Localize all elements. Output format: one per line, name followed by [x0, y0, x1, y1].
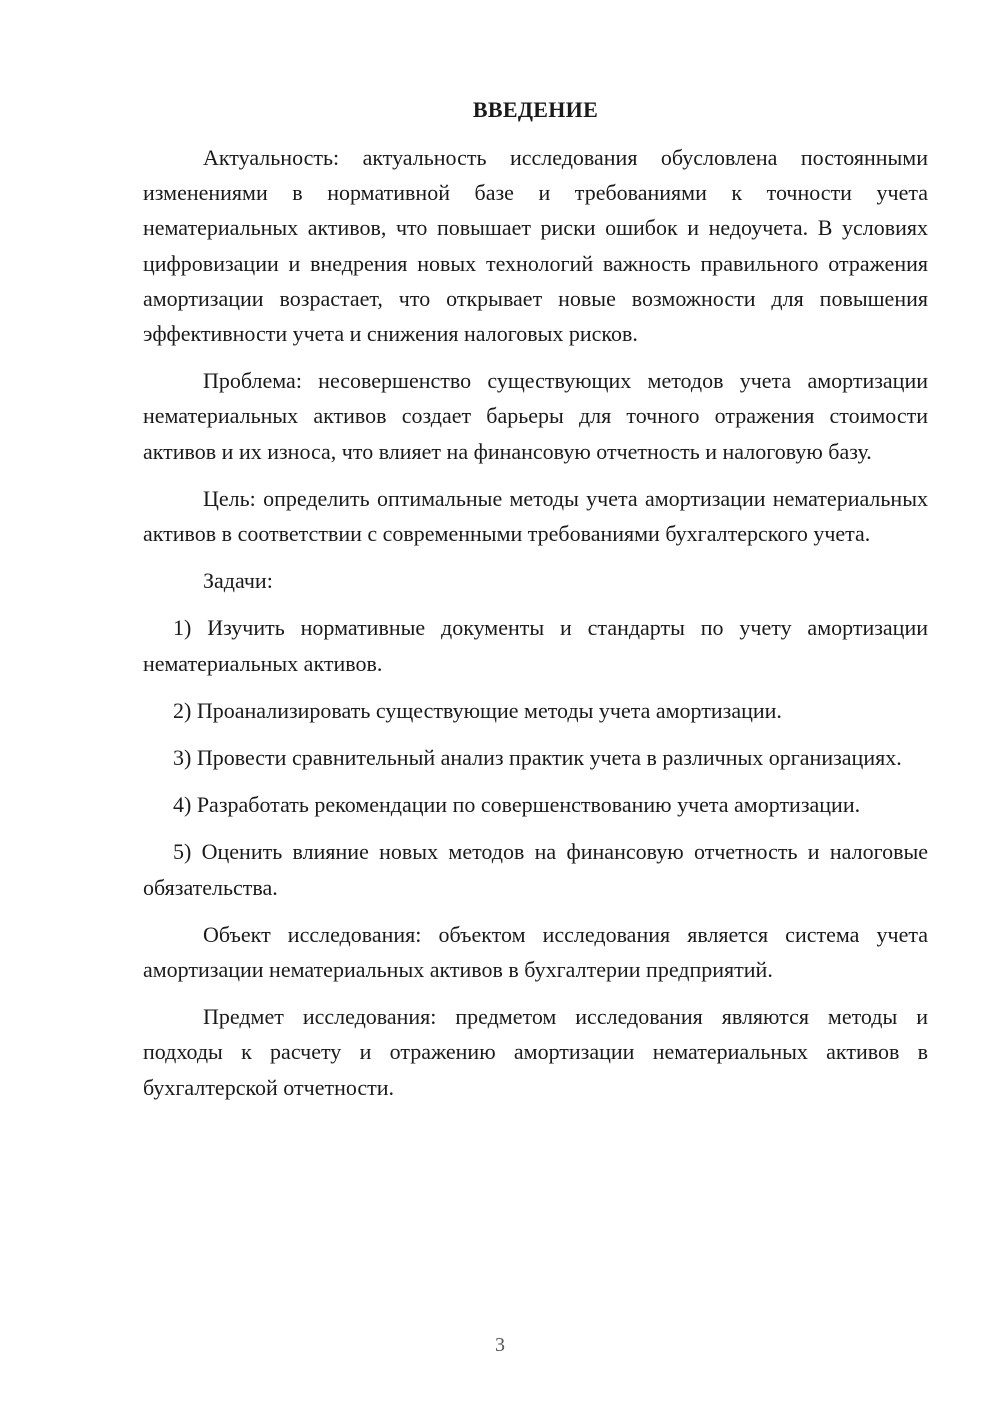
relevance-paragraph: Актуальность: актуальность исследования обусловлена постоянными изменениями в нормативной базе и требованиями к точности учета нематериальных активов, что повышает риски ошибок и недоучета. В условиях цифровизации и внедрения новых технологий важность правильного отражения амортизации возрастает, что открывает новые возможности для повышения эффективности учета и снижения налоговых рисков.	[143, 145, 928, 347]
task-item: 5) Оценить влияние новых методов на финансовую отчетность и налоговые обязательства.	[143, 839, 928, 900]
task-item: 1) Изучить нормативные документы и стандарты по учету амортизации нематериальных активов.	[143, 615, 928, 676]
task-item: 3) Провести сравнительный анализ практик учета в различных организациях.	[173, 745, 902, 771]
task-item: 2) Проанализировать существующие методы учета амортизации.	[173, 697, 782, 723]
tasks-label: Задачи:	[203, 568, 273, 594]
object-paragraph: Объект исследования: объектом исследования является система учета амортизации нематериальных активов в бухгалтерии предприятий.	[143, 921, 928, 983]
task-item: 4) Разработать рекомендации по совершенствованию учета амортизации.	[173, 792, 861, 818]
page-number: 3	[495, 1334, 505, 1356]
section-heading: ВВЕДЕНИЕ	[472, 97, 599, 122]
problem-paragraph: Проблема: несовершенство существующих методов учета амортизации нематериальных активов создает барьеры для точного отражения стоимости активов и их износа, что влияет на финансовую отчетность и налоговую базу.	[143, 368, 928, 464]
goal-paragraph: Цель: определить оптимальные методы учета амортизации нематериальных активов в соответствии с современными требованиями бухгалтерского учета.	[143, 485, 928, 547]
document-body	[143, 94, 928, 1117]
subject-paragraph: Предмет исследования: предметом исследования являются методы и подходы к расчету и отражению амортизации нематериальных активов в бухгалтерской отчетности.	[143, 1004, 928, 1100]
